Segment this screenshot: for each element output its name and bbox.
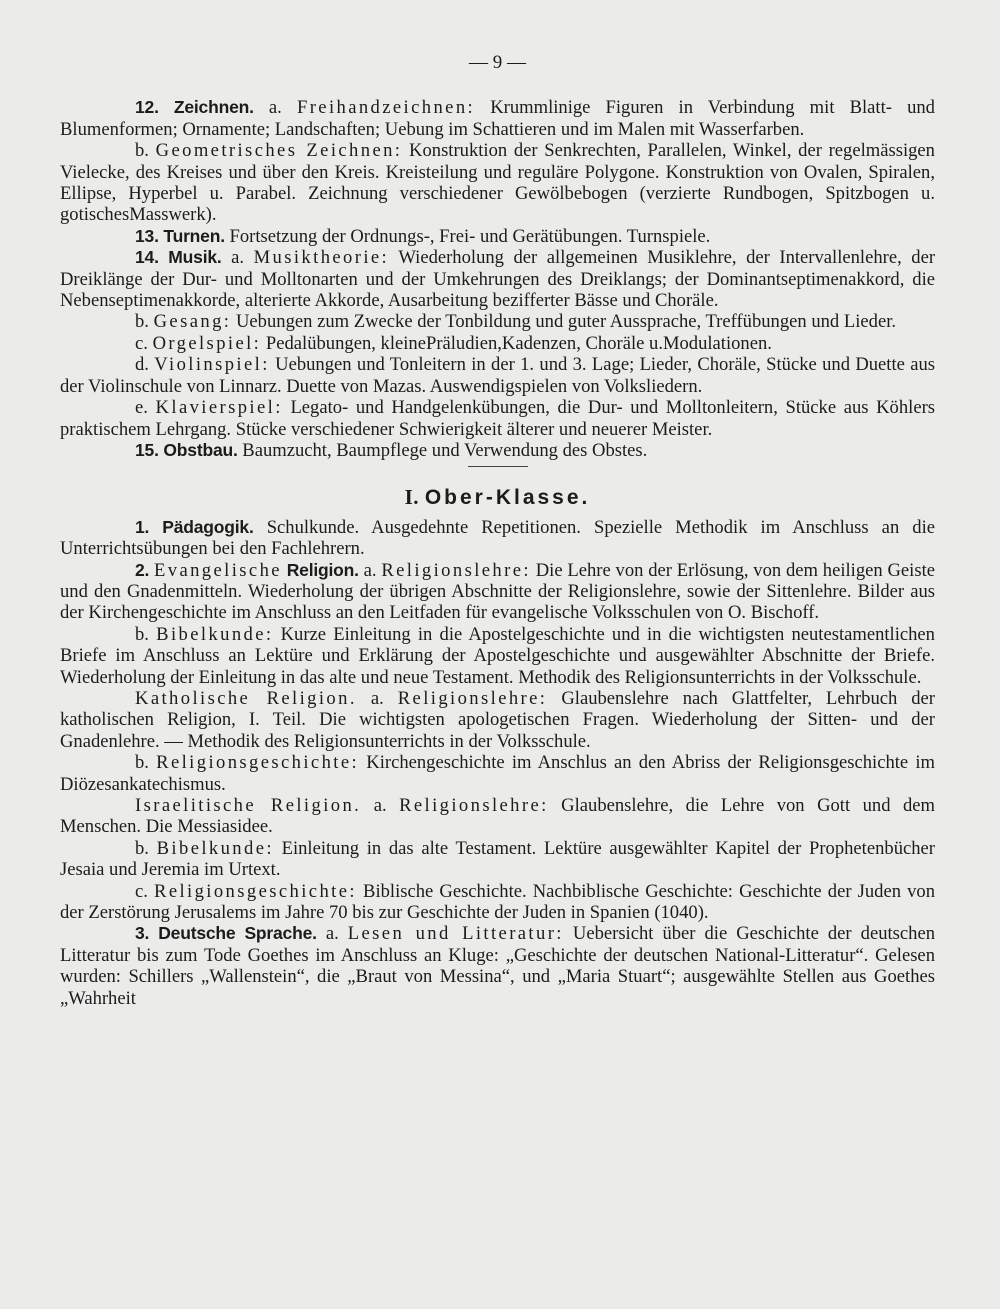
text-kath-religionslehre: Glaubenslehre nach Glattfelter, Lehrbuch der katholischen Religion, I. Teil. Die wichtigsten apologetischen Fragen. Wiederholung der Sitten- und der Gnadenlehre. — Methodik des Religionsunterrichts in der Volksschule. (60, 687, 935, 752)
paragraph-musik-c (60, 333, 935, 354)
paragraph-kath-religion-a (60, 688, 935, 752)
text-klavierspiel: Legato- und Handgelenkübungen, die Dur- und Molltonleitern, Stücke aus Köhlers praktischem Lehrgang. Stücke verschiedener Schwierigkeit älterer und neuerer Meister. (60, 397, 935, 440)
paragraph-paedagogik (60, 517, 935, 560)
paragraph-ev-religion-b (60, 624, 935, 688)
sub-marker: a. (268, 97, 282, 119)
heading-paedagogik: Pädagogik. (162, 516, 254, 537)
term-bibelkunde: Bibelkunde: (156, 837, 274, 859)
sub-marker: a. (363, 559, 377, 581)
section-heading (60, 487, 935, 508)
heading-religion: Religion. (286, 559, 359, 580)
paragraph-kath-religion-b (60, 752, 935, 795)
sub-marker: b. (135, 140, 149, 162)
paragraph-musik-a (60, 247, 935, 311)
text-freihandzeichnen: Krummlinige Figuren in Verbindung mit Blatt- und Blumenformen; Ornamente; Landschaften; Uebung im Schattieren und im Malen mit Wasserfarben. (60, 97, 935, 140)
heading-turnen: Turnen. (163, 225, 225, 246)
sub-marker: c. (135, 332, 148, 354)
sub-marker: d. (135, 354, 149, 376)
paragraph-isr-religion-b (60, 838, 935, 881)
text-isr-bibelkunde: Einleitung in das alte Testament. Lektüre ausgewählter Kapitel der Prophetenbücher Jesaia und Jeremia im Urtext. (60, 837, 935, 881)
heading-musik: Musik. (168, 247, 222, 268)
paragraph-zeichnen-a (60, 97, 935, 140)
item-number: 12. (135, 97, 159, 118)
heading-obstbau: Obstbau. (163, 439, 238, 460)
text-paedagogik: Schulkunde. Ausgedehnte Repetitionen. Spezielle Methodik im Anschluss an die Unterrichtsübungen bei den Fachlehrern. (60, 516, 936, 560)
heading-deutsche-sprache: Deutsche Sprache. (158, 923, 317, 944)
paragraph-deutsche-sprache (60, 923, 935, 1009)
text-musiktheorie: Wiederholung der allgemeinen Musiklehre, der Intervallenlehre, der Dreiklänge der Dur- und Molltonarten und der Umkehrungen des Dreiklangs; der Dominantseptimenakkord, die Nebenseptimenakkorde, alterierte Akkorde, Ausarbeitung bezifferter Bässe und Choräle. (60, 247, 936, 312)
sub-marker: a. (370, 687, 384, 709)
paragraph-musik-d (60, 354, 935, 397)
text-isr-religionslehre: Glaubenslehre, die Lehre von Gott und dem Menschen. Die Messiasidee. (60, 795, 935, 838)
sub-marker: b. (135, 752, 149, 774)
sub-marker: a. (231, 247, 245, 269)
text-geometrisches-zeichnen: Konstruktion der Senkrechten, Parallelen, Winkel, der regelmässigen Vielecke, des Kreises und über den Kreis. Kreisteilung und reguläre Polygone. Konstruktion von Ovalen, Spiralen, Ellipse, Hyperbel u. Parabel. Zeichnung verschiedener Gewölbebogen (verzierte Rundbogen, Spitzbogen u. gotischesMasswerk). (60, 140, 935, 226)
sub-marker: c. (135, 880, 148, 902)
text-kath-religionsgeschichte: Kirchengeschichte im Anschlus an den Abriss der Religionsgeschichte im Diözesankatechismus. (60, 752, 936, 795)
paragraph-isr-religion-c (60, 881, 935, 924)
term-religionslehre: Religionslehre: (381, 559, 531, 581)
paragraph-zeichnen-b (60, 140, 935, 226)
term-musiktheorie: Musiktheorie: (253, 247, 390, 269)
page-number: — 9 — (469, 52, 526, 73)
item-number: 1. (135, 516, 150, 537)
paragraph-isr-religion-a (60, 795, 935, 838)
term-religionslehre: Religionslehre: (397, 687, 548, 709)
document-page (60, 52, 935, 1009)
term-religionsgeschichte: Religionsgeschichte: (154, 880, 357, 902)
term-freihandzeichnen: Freihandzeichnen: (296, 97, 476, 119)
section-title: Ober-Klasse. (424, 486, 591, 510)
sub-marker: e. (135, 397, 148, 419)
sub-marker: b. (135, 311, 149, 333)
term-religionslehre: Religionslehre: (399, 795, 549, 816)
section-divider (468, 466, 528, 467)
text-ev-religionslehre: Die Lehre von der Erlösung, von dem heiligen Geiste und den Gnadenmitteln. Wiederholung der übrigen Abschnitte der Religionslehre, sowie der Sittenlehre. Bilder aus der Kirchengeschichte im Anschluss an den Leitfaden für evangelische Volksschulen von O. Bischoff. (60, 559, 935, 624)
section-numeral: I. (404, 485, 420, 510)
text-lesen-und-litteratur: Uebersicht über die Geschichte der deutschen Litteratur bis zum Tode Goethes im Anschluss an Kluge: „Geschichte der deutschen National-Litteratur“. Gelesen wurden: Schillers „Wallenstein“, die „Braut von Messina“, und „Maria Stuart“; ausgewählte Stellen aus Goethes „Wahrheit (60, 923, 935, 1009)
sub-marker: b. (135, 837, 149, 859)
text-violinspiel: Uebungen und Tonleitern in der 1. und 3. Lage; Lieder, Choräle, Stücke und Duette aus der Violinschule von Linnarz. Duette von Mazas. Auswendigspielen von Volksliedern. (60, 354, 936, 397)
paragraph-musik-e (60, 397, 935, 440)
sub-marker: a. (373, 795, 387, 816)
term-bibelkunde: Bibelkunde: (156, 623, 274, 645)
term-klavierspiel: Klavierspiel: (155, 397, 283, 419)
item-number: 3. (135, 923, 150, 944)
prefix-evangelische: Evangelische (154, 559, 282, 581)
sub-marker: a. (325, 923, 339, 945)
label-katholische-religion: Katholische Religion. (135, 687, 357, 709)
text-turnen: Fortsetzung der Ordnungs-, Frei- und Gerätübungen. Turnspiele. (229, 225, 711, 247)
paragraph-turnen (60, 226, 935, 247)
item-number: 2. (135, 559, 150, 580)
item-number: 14. (135, 247, 159, 268)
term-religionsgeschichte: Religionsgeschichte: (156, 752, 360, 774)
paragraph-musik-b (60, 311, 935, 332)
term-orgelspiel: Orgelspiel: (152, 332, 262, 354)
sub-marker: b. (135, 623, 149, 645)
item-number: 13. (135, 225, 159, 246)
paragraph-ev-religion-a (60, 560, 935, 624)
term-violinspiel: Violinspiel: (154, 354, 270, 376)
text-orgelspiel: Pedalübungen, kleinePräludien,Kadenzen, Choräle u.Modulationen. (265, 332, 772, 354)
text-obstbau: Baumzucht, Baumpflege und Verwendung des Obstes. (242, 439, 648, 461)
term-lesen-und-litteratur: Lesen und Litteratur: (347, 923, 564, 945)
term-gesang: Gesang: (153, 311, 232, 333)
text-ev-bibelkunde: Kurze Einleitung in die Apostelgeschichte und in die wichtigsten neutestamentlichen Briefe im Anschluss an Lektüre und Erklärung der Apostelgeschichte und ausgewählter Abschnitte der Briefe. Wiederholung der Einleitung in das alte und neue Testament. Methodik des Religionsunterrichts in der Volksschule. (60, 623, 935, 688)
label-israelitische-religion: Israelitische Religion. (135, 795, 362, 816)
text-isr-religionsgeschichte: Biblische Geschichte. Nachbiblische Geschichte: Geschichte der Juden von der Zerstörung Jerusalems im Jahre 70 bis zur Geschichte der Juden in Spanien (1040). (60, 880, 935, 924)
text-gesang: Uebungen zum Zwecke der Tonbildung und guter Aussprache, Treffübungen und Lieder. (236, 311, 897, 333)
paragraph-obstbau (60, 440, 935, 461)
heading-zeichnen: Zeichnen. (173, 97, 254, 118)
term-geometrisches-zeichnen: Geometrisches Zeichnen: (155, 140, 403, 162)
item-number: 15. (135, 439, 159, 460)
